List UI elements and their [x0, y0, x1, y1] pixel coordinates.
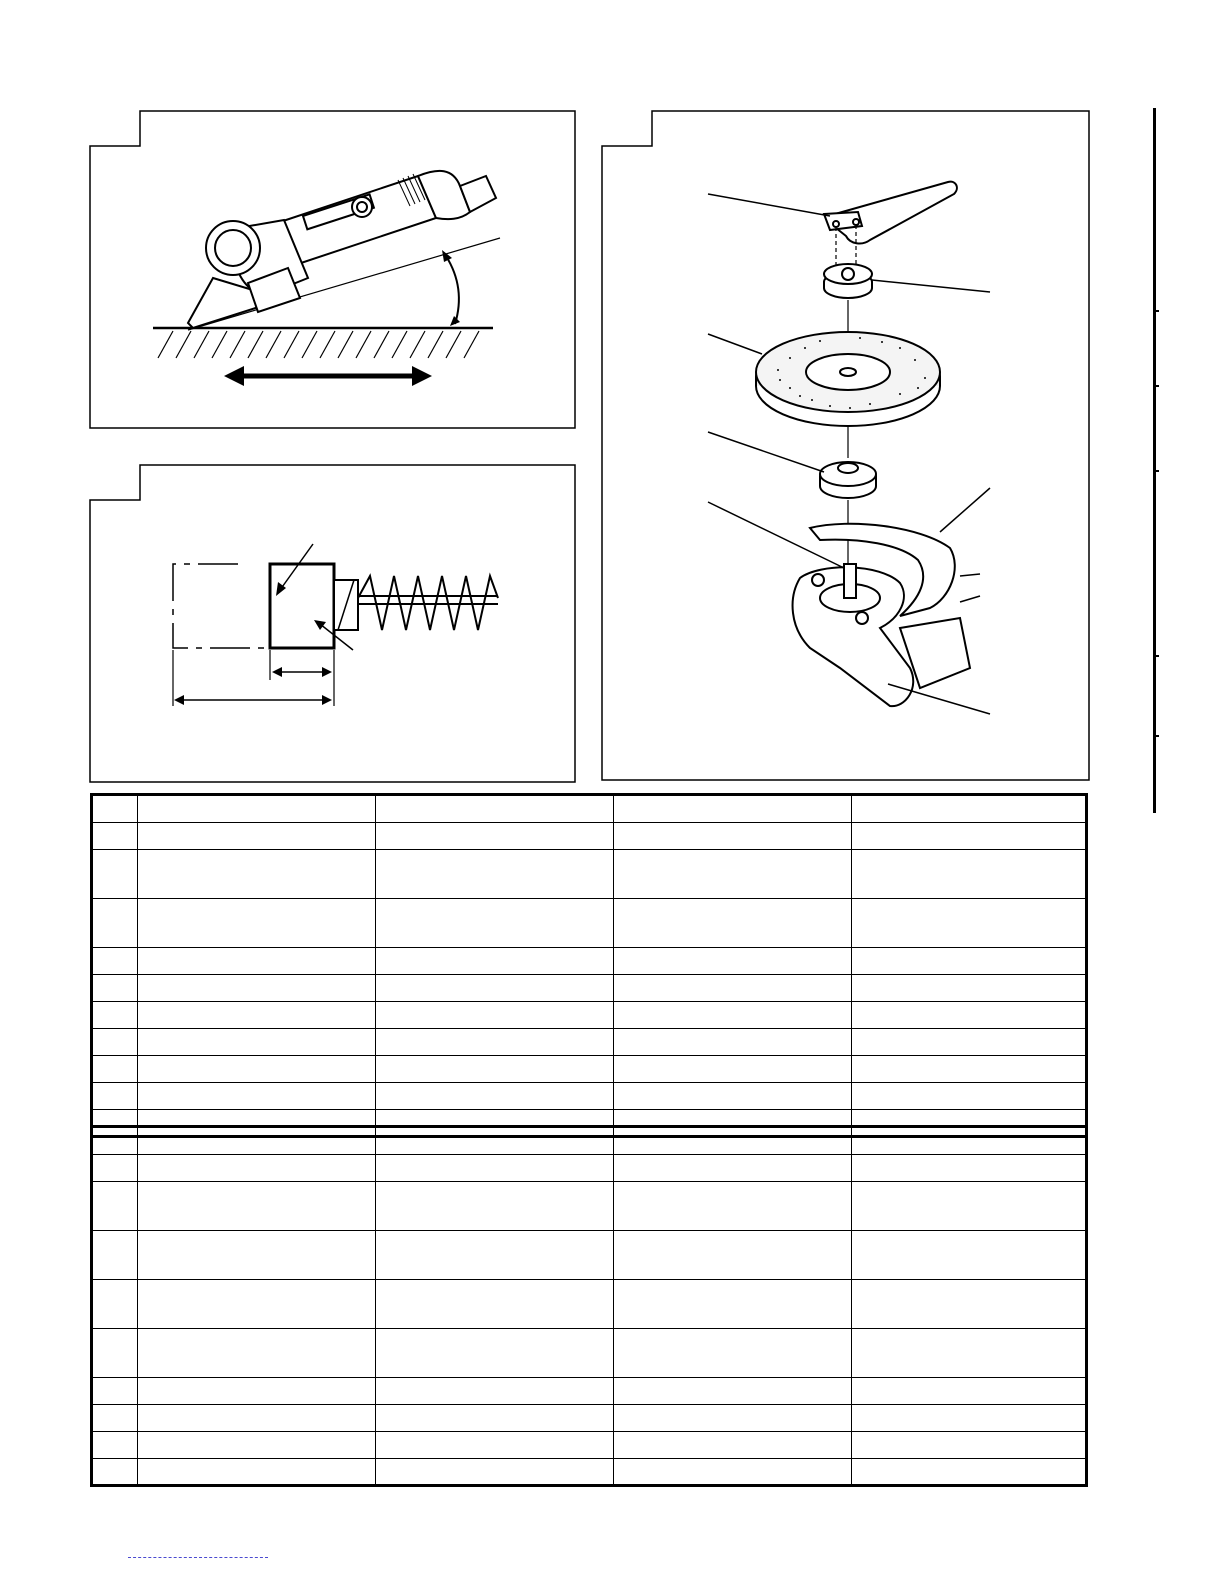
figure-carbon-brush: [88, 462, 578, 787]
table-cell: [614, 1155, 852, 1182]
table-cell: [92, 948, 138, 975]
table-cell: [376, 1280, 614, 1329]
table-cell: [614, 1182, 852, 1231]
table-row: [92, 1459, 1087, 1486]
table-cell: [852, 1231, 1087, 1280]
table-cell: [376, 1002, 614, 1029]
table-cell: [852, 850, 1087, 899]
table-cell: [138, 1459, 376, 1486]
table-cell: [614, 1083, 852, 1110]
table-cell: [376, 1127, 614, 1155]
table-cell: [138, 823, 376, 850]
table-cell: [92, 1155, 138, 1182]
table-cell: [138, 1056, 376, 1083]
table-cell: [376, 1459, 614, 1486]
table-cell: [614, 1056, 852, 1083]
table-cell: [852, 823, 1087, 850]
table-cell: [376, 823, 614, 850]
table-row: [92, 795, 1087, 823]
table-cell: [852, 1056, 1087, 1083]
figure-grinder-angle: [88, 108, 578, 433]
table-cell: [138, 1155, 376, 1182]
table-row: [92, 899, 1087, 948]
table-row: [92, 1029, 1087, 1056]
table-cell: [92, 1329, 138, 1378]
table-row: [92, 850, 1087, 899]
table-cell: [852, 899, 1087, 948]
margin-tick: [1153, 470, 1159, 472]
table-cell: [614, 1127, 852, 1155]
table-row: [92, 1405, 1087, 1432]
table-cell: [376, 795, 614, 823]
table-cell: [852, 1280, 1087, 1329]
table-row: [92, 1231, 1087, 1280]
table-cell: [852, 1083, 1087, 1110]
wheel-guard-icon: [793, 524, 970, 706]
table-cell: [138, 795, 376, 823]
table-cell: [92, 1056, 138, 1083]
table-cell: [138, 975, 376, 1002]
carbon-brush-illustration: [88, 462, 578, 787]
table-cell: [138, 1002, 376, 1029]
table-cell: [614, 1459, 852, 1486]
table-row: [92, 1127, 1087, 1155]
table-cell: [376, 1056, 614, 1083]
table-cell: [92, 1432, 138, 1459]
table-row: [92, 1155, 1087, 1182]
table-cell: [92, 1231, 138, 1280]
parts-table-2: [90, 1125, 1088, 1487]
table-row: [92, 1002, 1087, 1029]
wheel-assembly-illustration: [600, 108, 1092, 784]
table-cell: [614, 1432, 852, 1459]
grinder-icon: [188, 171, 496, 328]
grinder-angle-illustration: [88, 108, 578, 433]
table-cell: [376, 975, 614, 1002]
table-cell: [92, 823, 138, 850]
table-cell: [852, 948, 1087, 975]
table-cell: [852, 1002, 1087, 1029]
table-cell: [376, 1182, 614, 1231]
table-cell: [92, 1405, 138, 1432]
table-cell: [852, 1432, 1087, 1459]
margin-tick: [1153, 735, 1159, 737]
table-cell: [376, 899, 614, 948]
table-cell: [138, 1083, 376, 1110]
table-cell: [852, 1182, 1087, 1231]
table-cell: [852, 795, 1087, 823]
table-cell: [614, 1231, 852, 1280]
table-row: [92, 975, 1087, 1002]
table-row: [92, 1432, 1087, 1459]
table-cell: [614, 899, 852, 948]
table-cell: [852, 1029, 1087, 1056]
table-cell: [376, 1231, 614, 1280]
table-row: [92, 1280, 1087, 1329]
table-cell: [376, 1329, 614, 1378]
table-row: [92, 1056, 1087, 1083]
table-cell: [92, 1182, 138, 1231]
table-cell: [614, 1329, 852, 1378]
table-row: [92, 1083, 1087, 1110]
table-cell: [376, 1029, 614, 1056]
table-cell: [138, 1378, 376, 1405]
table-cell: [138, 1432, 376, 1459]
table-cell: [852, 1378, 1087, 1405]
table-cell: [852, 975, 1087, 1002]
table-cell: [92, 850, 138, 899]
table-cell: [376, 1083, 614, 1110]
table-cell: [614, 975, 852, 1002]
table-cell: [614, 795, 852, 823]
margin-tick: [1153, 310, 1159, 312]
margin-tick: [1153, 655, 1159, 657]
table-row: [92, 1329, 1087, 1378]
table-cell: [376, 1378, 614, 1405]
figure-wheel-assembly: [600, 108, 1092, 784]
table-cell: [138, 948, 376, 975]
table-cell: [614, 948, 852, 975]
lock-nut-icon: [824, 264, 872, 298]
table-cell: [376, 1432, 614, 1459]
table-cell: [138, 1280, 376, 1329]
margin-tick: [1153, 385, 1159, 387]
table-cell: [138, 1182, 376, 1231]
grinding-wheel-icon: [756, 332, 940, 426]
table-cell: [614, 823, 852, 850]
table-cell: [92, 899, 138, 948]
table-cell: [852, 1405, 1087, 1432]
table-cell: [138, 1029, 376, 1056]
table-cell: [92, 1280, 138, 1329]
table-cell: [92, 1029, 138, 1056]
table-cell: [138, 899, 376, 948]
table-cell: [138, 1405, 376, 1432]
table-cell: [138, 1127, 376, 1155]
parts-table-1: [90, 793, 1088, 1138]
table-cell: [376, 1405, 614, 1432]
table-row: [92, 1378, 1087, 1405]
table-cell: [92, 975, 138, 1002]
table-cell: [92, 795, 138, 823]
table-cell: [92, 1459, 138, 1486]
table-row: [92, 1182, 1087, 1231]
table-cell: [138, 1231, 376, 1280]
table-cell: [376, 1155, 614, 1182]
table-cell: [138, 850, 376, 899]
table-cell: [852, 1329, 1087, 1378]
table-cell: [138, 1329, 376, 1378]
table-cell: [852, 1127, 1087, 1155]
table-cell: [852, 1459, 1087, 1486]
table-cell: [376, 948, 614, 975]
table-cell: [92, 1083, 138, 1110]
table-cell: [614, 1002, 852, 1029]
table-cell: [614, 1378, 852, 1405]
table-row: [92, 948, 1087, 975]
table-cell: [376, 850, 614, 899]
table-cell: [852, 1155, 1087, 1182]
table-cell: [614, 1405, 852, 1432]
table-cell: [614, 1029, 852, 1056]
footer-rule: [128, 1557, 268, 1558]
table-cell: [614, 1280, 852, 1329]
table-cell: [614, 850, 852, 899]
margin-rule: [1153, 108, 1156, 813]
wheel-washer-icon: [820, 462, 876, 498]
wrench-icon: [824, 182, 957, 244]
table-cell: [92, 1002, 138, 1029]
surface-hatching: [158, 331, 479, 358]
table-row: [92, 823, 1087, 850]
table-cell: [92, 1378, 138, 1405]
table-cell: [92, 1127, 138, 1155]
